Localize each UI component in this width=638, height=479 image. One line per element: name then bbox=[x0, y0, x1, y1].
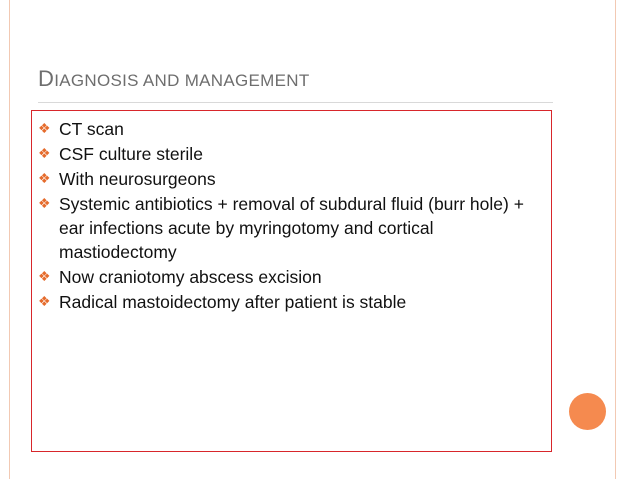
left-margin-line bbox=[9, 0, 10, 479]
orange-diamond-bullet-icon: ❖ bbox=[38, 293, 51, 309]
bullet-text: With neurosurgeons bbox=[59, 169, 216, 189]
orange-diamond-bullet-icon: ❖ bbox=[38, 195, 51, 211]
right-margin-line bbox=[615, 0, 616, 479]
orange-diamond-bullet-icon: ❖ bbox=[38, 120, 51, 136]
bullet-item bbox=[38, 265, 543, 289]
title-underline bbox=[38, 102, 553, 103]
slide-title-initial: D bbox=[38, 66, 55, 91]
bullet-list bbox=[38, 117, 543, 314]
bullet-item bbox=[38, 192, 543, 264]
bullet-text: CT scan bbox=[59, 119, 124, 139]
slide-title-rest: IAGNOSIS AND MANAGEMENT bbox=[54, 71, 310, 90]
decorative-orange-circle bbox=[569, 393, 606, 430]
bullet-text: Systemic antibiotics + removal of subdural fluid (burr hole) + ear infections acute by myringotomy and cortical mastiodectomy bbox=[59, 194, 524, 262]
bullet-item bbox=[38, 117, 543, 141]
orange-diamond-bullet-icon: ❖ bbox=[38, 145, 51, 161]
bullet-item bbox=[38, 142, 543, 166]
bullet-text: Now craniotomy abscess excision bbox=[59, 267, 322, 287]
orange-diamond-bullet-icon: ❖ bbox=[38, 268, 51, 284]
bullet-text: Radical mastoidectomy after patient is stable bbox=[59, 292, 407, 312]
slide-title bbox=[38, 66, 310, 92]
bullet-item bbox=[38, 167, 543, 191]
orange-diamond-bullet-icon: ❖ bbox=[38, 170, 51, 186]
bullet-text: CSF culture sterile bbox=[59, 144, 203, 164]
bullet-item bbox=[38, 290, 543, 314]
